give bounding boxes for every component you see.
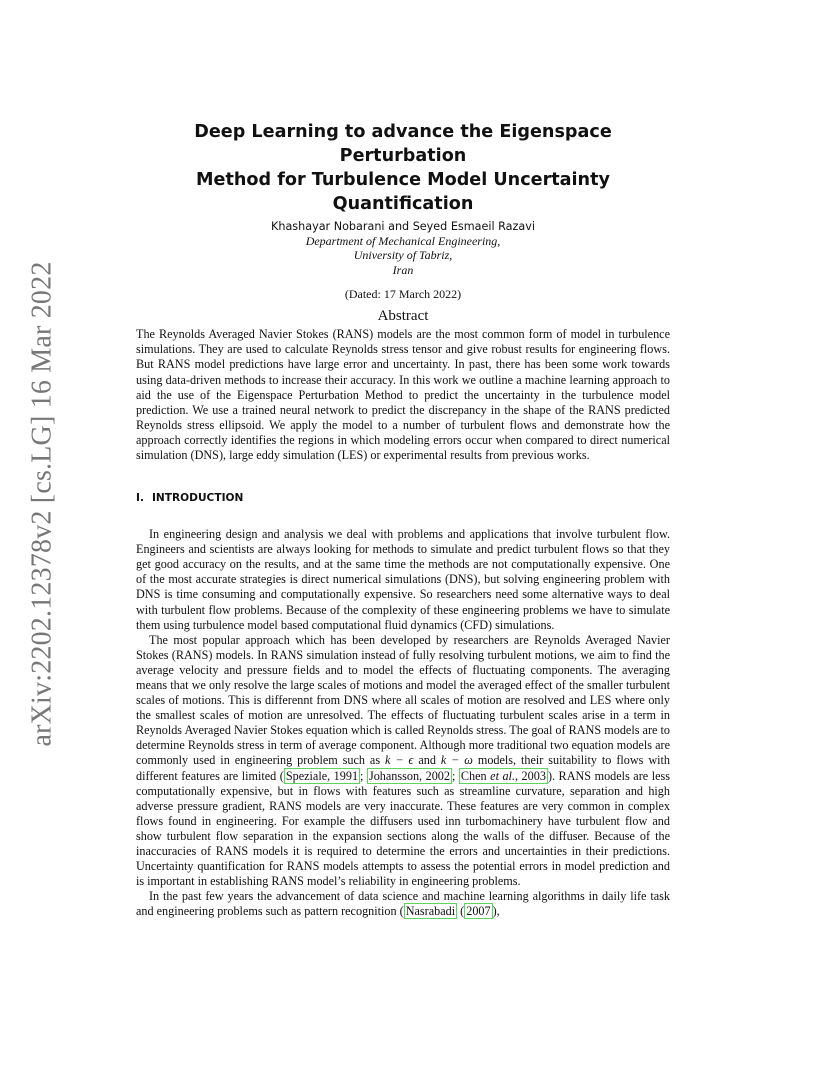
citation-nasrabadi-close: ),	[492, 904, 500, 919]
paragraph-3-part-1: In the past few years the advancement of data science and machine learning algorithms in daily life task and engineering problems such as pattern recognition	[136, 889, 670, 919]
citation-open: (	[399, 904, 404, 919]
paragraph-2-part-3: RANS models are less computationally expensive, but in flows with features such as streamline curvature, separation and high adverse pressure gradient, RANS models are very inaccurate. These features are very common in complex flows found in engineering. For example the diffusers used inn turbomachinery have turbulent flow and show turbulent flow separation in the expansion sections along the walls of the diffuser. Because of the inaccuracies of RANS models it is required to determine the errors and uncertainties in their predictions. Uncertainty quantification for RANS models attempts to assess the potential errors in model prediction and is important in establishing RANS model’s reliability in engineering problems.	[136, 768, 670, 889]
affiliation	[136, 234, 670, 277]
citation-separator: ;	[452, 768, 459, 783]
paragraph-1: In engineering design and analysis we deal with problems and applications that involve turbulent flow. Engineers and scientists are always looking for methods to simulate and predict turbulent flows so that they get good accuracy on the results, and at the same time the methods are not computationally expensive. One of the most accurate strategies is direct numerical simulations (DNS), but solving engineering problem with DNS is time consuming and computationally expensive. So researchers need some alternative ways to deal with turbulent flow problems. Because of the complexity of these engineering problems we have to simulate them using turbulence model based computational fluid dynamics (CFD) simulations.	[136, 527, 670, 632]
arxiv-identifier: arXiv:2202.12378v2 [cs.LG] 16 Mar 2022	[27, 261, 59, 747]
paper-title	[136, 120, 670, 216]
citation-nasrabadi[interactable]: Nasrabadi	[405, 904, 456, 919]
citation-chen[interactable]	[459, 768, 548, 784]
citation-johansson[interactable]: Johansson, 2002	[368, 768, 450, 783]
citation-chen-etal: et al.	[490, 768, 515, 783]
paragraph-2-part-2: models, their suitability to flows with different features are limited	[136, 753, 670, 783]
citation-nasrabadi-open: (	[457, 904, 465, 919]
abstract-heading: Abstract	[377, 308, 429, 325]
affiliation-university: University of Tabriz,	[353, 248, 453, 263]
authors: Khashayar Nobarani and Seyed Esmaeil Razavi	[271, 220, 535, 233]
section-heading	[136, 491, 670, 505]
affiliation-department: Department of Mechanical Engineering,	[305, 234, 501, 248]
paren-close: ).	[547, 768, 556, 783]
citation-separator: ;	[360, 768, 367, 783]
section-title: INTRODUCTION	[151, 492, 244, 505]
math-k-omega: k − ω	[440, 753, 473, 768]
paragraph-2	[136, 633, 670, 890]
abstract-text: The Reynolds Averaged Navier Stokes (RANS) models are the most common form of model in turbulence simulations. They are used to calculate Reynolds stress tensor and give robust results for engineering flows. But RANS model predictions have large error and uncertainty. In past, there has been some work towards using data-driven methods to increase their accuracy. In this work we outline a machine learning approach to aid the use of the Eigenspace Perturbation Method to predict the uncertainty in the turbulence model prediction. We use a trained neural network to predict the discrepancy in the shape of the RANS predicted Reynolds stress ellipsoid. We apply the model to a number of turbulent flows and demonstrate how the approach correctly identifies the regions in which modeling errors occur when compared to direct numerical simulation (DNS), large eddy simulation (LES) or experimental results from previous works.	[136, 327, 670, 462]
citation-nasrabadi-year[interactable]: 2007	[466, 904, 491, 919]
citation-chen-year: , 2003	[515, 768, 546, 783]
affiliation-country: Iran	[392, 262, 414, 277]
paren-open: (	[279, 768, 284, 783]
arxiv-sidebar	[18, 261, 68, 747]
title-line-1: Deep Learning to advance the Eigenspace Perturbation	[194, 122, 612, 166]
title-line-2: Method for Turbulence Model Uncertainty Quantification	[196, 170, 610, 214]
introduction-body	[136, 527, 670, 919]
date-line: (Dated: 17 March 2022)	[344, 287, 462, 302]
paragraph-3	[136, 889, 670, 919]
paragraph-2-and: and	[413, 753, 441, 768]
math-k-epsilon: k − ϵ	[385, 753, 414, 768]
paper-page	[136, 120, 670, 920]
citation-chen-name: Chen	[460, 768, 491, 783]
citation-speziale[interactable]: Speziale, 1991	[285, 768, 359, 783]
paragraph-2-part-1: The most popular approach which has been developed by researchers are Reynolds Averaged Navier Stokes (RANS) models. In RANS simulation instead of fully resolving turbulent motions, we aim to find the average velocity and pressure fields and to model the effects of fluctuating components. The averaging means that we only resolve the large scales of motions and model the averaged effect of the smaller turbulent scales of motions. This is differennt from DNS where all scales of motion are resolved and LES where only the smallest scales of motion are unresolved. The effects of fluctuating turbulent scales arise in a term in Reynolds Averaged Navier Stokes equation which is called Reynolds stress. The goal of RANS models are to determine Reynolds stress in term of average component. Although more traditional two equation models are commonly used in engineering problem such as	[136, 632, 670, 768]
section-number: I.	[136, 492, 144, 505]
